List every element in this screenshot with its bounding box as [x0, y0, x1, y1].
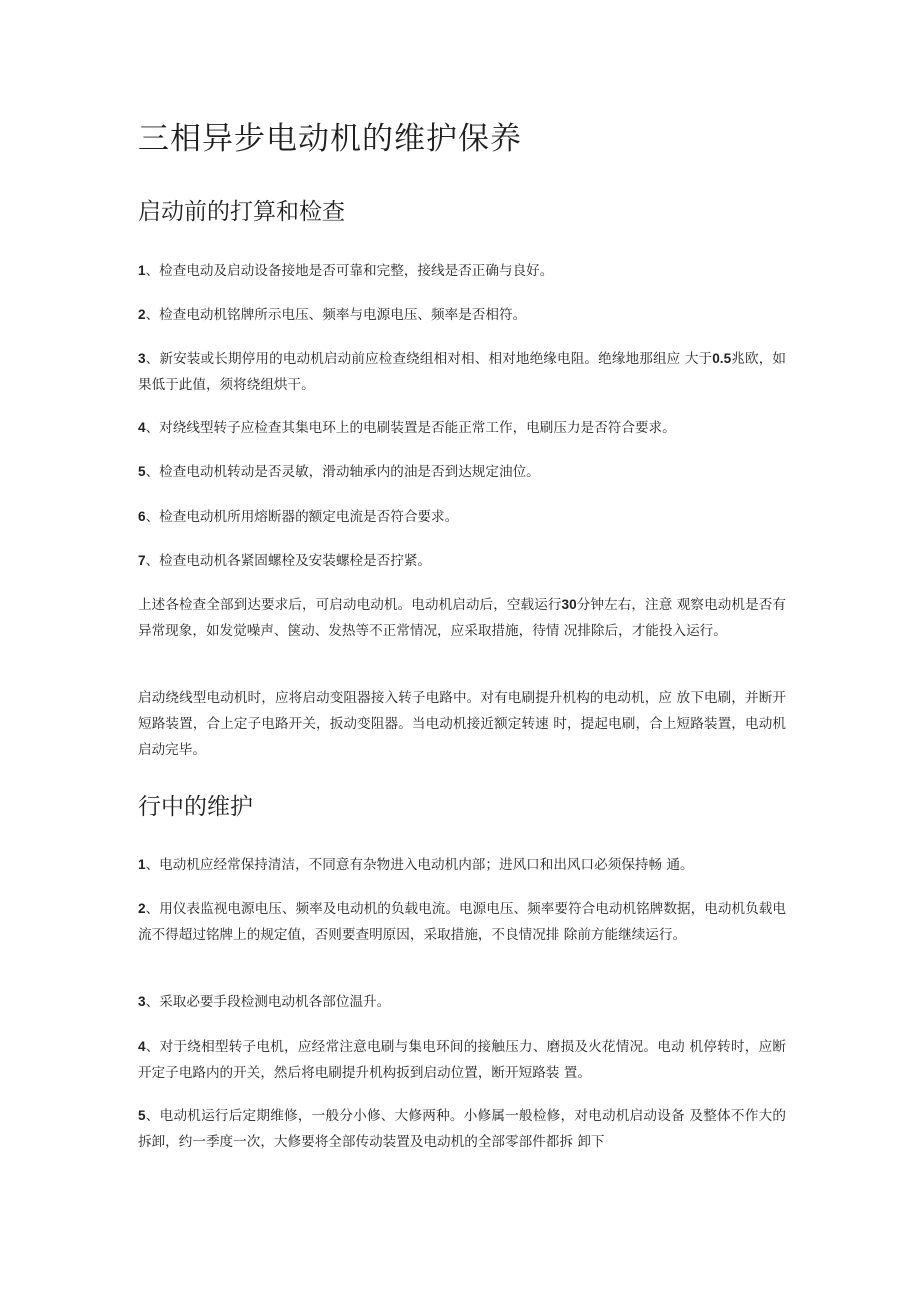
item-text: 、检查电动机铭牌所示电压、频率与电源电压、频率是否相符。 [145, 307, 527, 323]
paragraph-text: 上述各检查全部到达要求后，可启动电动机。电动机启动后，空载运行 [138, 597, 562, 613]
section-heading-prestart: 启动前的打算和检查 [138, 199, 345, 225]
item-text: 、对绕线型转子应检查其集电环上的电刷装置是否能正常工作，电刷压力是否符合要求。 [145, 420, 676, 436]
list-item [138, 459, 786, 485]
item-number: 2 [138, 307, 146, 322]
list-item [138, 1103, 786, 1155]
item-text: 、检查电动机所用熔断器的额定电流是否符合要求。 [145, 509, 459, 525]
list-item [138, 896, 786, 948]
list-item [138, 989, 786, 1015]
item-number: 3 [138, 351, 146, 366]
item-text: 、电动机应经常保持清洁，不同意有杂物进入电动机内部；进风口和出风口必须保持畅 通。 [145, 857, 694, 873]
item-text: 、新安装或长期停用的电动机启动前应检查绕组相对相、相对地绝缘电阻。绝缘地那组应 大于 [145, 351, 713, 367]
item-value: 0.5 [712, 351, 732, 366]
paragraph-text: 分钟左右，注意 观察电动机是否有异常现象，如发觉噪声、箧动、发热等不正常情况，应采取措施，待情 况排除后，才能投入运行。 [138, 597, 786, 639]
list-item [138, 258, 786, 284]
list-item [138, 415, 786, 441]
item-text: 、电动机运行后定期维修，一般分小修、大修两种。小修属一般检修，对电动机启动设备 及整体不作大的拆卸，约一季度一次，大修要将全部传动装置及电动机的全部零部件都拆 卸下 [138, 1108, 786, 1150]
list-item [138, 548, 786, 574]
item-number: 1 [138, 857, 146, 872]
list-item [138, 1034, 786, 1086]
item-number: 5 [138, 464, 146, 479]
item-number: 2 [138, 901, 146, 916]
list-item [138, 346, 786, 398]
section-heading-running-maintenance: 行中的维护 [138, 794, 253, 820]
item-number: 5 [138, 1108, 146, 1123]
item-text: 、检查电动及启动设备接地是否可靠和完整，接线是否正确与良好。 [145, 263, 554, 279]
item-text: 、对于绕相型转子电机，应经常注意电刷与集电环间的接触压力、磨损及火花情况。电动 机停转时，应断开定子电路内的开关，然后将电刷提升机构扳到启动位置，断开短路装 置。 [138, 1039, 786, 1081]
item-number: 7 [138, 553, 146, 568]
paragraph-wound-rotor-start: 启动绕线型电动机时，应将启动变阻器接入转子电路中。对有电刷提升机构的电动机，应 放下电刷，并断开短路装置，合上定子电路开关，扳动变阻器。当电动机接近额定转速 时，提起电刷，合上短路装置，电动机启动完毕。 [138, 690, 786, 758]
document-title: 三相异步电动机的维护保养 [138, 121, 522, 157]
list-item [138, 504, 786, 530]
list-item [138, 302, 786, 328]
item-number: 3 [138, 994, 146, 1009]
item-number: 1 [138, 263, 146, 278]
paragraph-after-checks [138, 592, 786, 644]
list-item [138, 852, 786, 878]
item-text: 、检查电动机各紧固螺栓及安装螺栓是否拧紧。 [145, 553, 432, 569]
item-text: 兆欧，如果低于此值，须将绕组烘干。 [138, 351, 786, 393]
item-number: 4 [138, 420, 146, 435]
item-text: 、采取必要手段检测电动机各部位温升。 [145, 994, 391, 1010]
paragraph-value: 30 [561, 597, 577, 612]
item-text: 、用仪表监视电源电压、频率及电动机的负载电流。电源电压、频率要符合电动机铭牌数据，电动机负载电流不得超过铭牌上的规定值，否则要查明原因，采取措施，不良情况排 除前方能继续运行。 [138, 901, 786, 943]
item-number: 6 [138, 509, 146, 524]
item-text: 、检查电动机转动是否灵敏，滑动轴承内的油是否到达规定油位。 [145, 464, 540, 480]
item-number: 4 [138, 1039, 146, 1054]
